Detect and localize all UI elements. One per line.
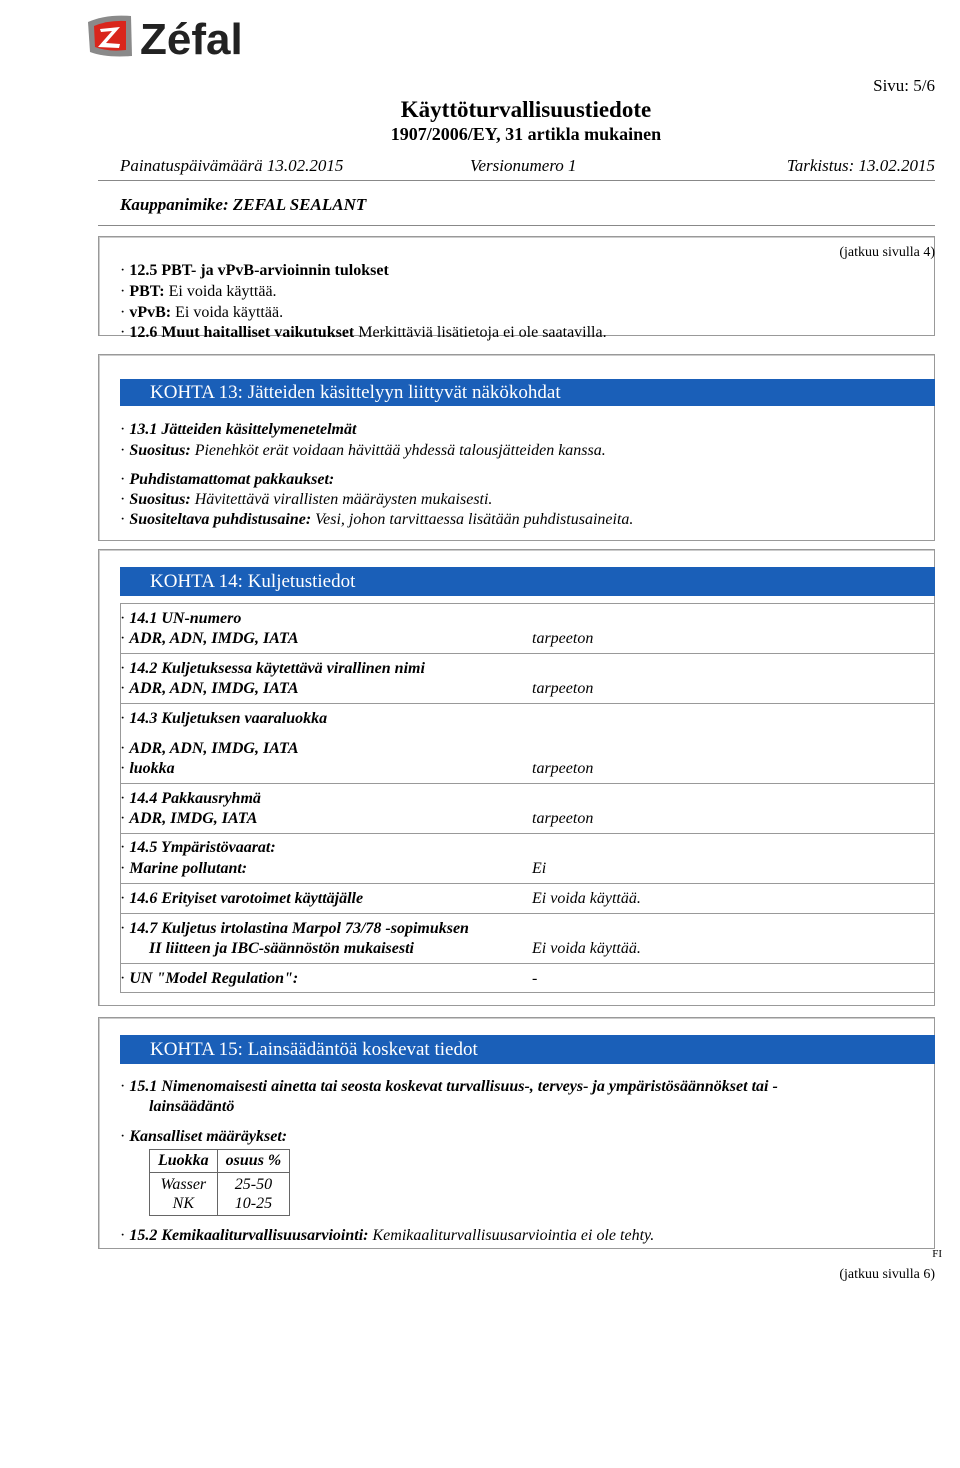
row-divider	[120, 783, 935, 784]
revision-date: Tarkistus: 13.02.2015	[786, 156, 935, 175]
s14-row-6: · ADR, ADN, IMDG, IATA	[120, 740, 299, 758]
document-title: Käyttöturvallisuustiedote	[400, 97, 652, 122]
s14-row-9-value: tarpeeton	[532, 810, 594, 827]
header-divider-2	[98, 225, 935, 226]
s13-line-1: · 13.1 Jätteiden käsittelymenetelmät	[120, 421, 356, 439]
document-subtitle: 1907/2006/EY, 31 artikla mukainen	[390, 124, 662, 144]
s12-line-1: · 12.5 PBT- ja vPvB-arvioinnin tulokset	[120, 262, 389, 280]
s14-row-4: · ADR, ADN, IMDG, IATA	[120, 680, 299, 698]
print-date: Painatuspäivämäärä 13.02.2015	[120, 156, 344, 175]
section-13-heading: KOHTA 13: Jätteiden käsittelyyn liittyvät näkökohdat	[120, 379, 935, 406]
s14-row-11: · Marine pollutant:	[120, 860, 247, 878]
row-divider	[120, 833, 935, 834]
language-code: FI	[932, 1248, 942, 1260]
s14-row-9: · ADR, IMDG, IATA	[120, 810, 257, 828]
s14-row-4-value: tarpeeton	[532, 680, 594, 697]
s14-row-14: II liitteen ja IBC-säännöstön mukaisesti	[149, 940, 414, 957]
s13-line-5: · Suositeltava puhdistusaine: Vesi, johon tarvittaessa lisätään puhdistusaineita.	[120, 511, 633, 529]
row-divider	[120, 883, 935, 884]
s14-row-7-value: tarpeeton	[532, 760, 594, 777]
s14-row-14-value: Ei voida käyttää.	[532, 940, 641, 957]
row-divider	[120, 963, 935, 964]
page-number: Sivu: 5/6	[873, 76, 935, 95]
s14-row-3: · 14.2 Kuljetuksessa käytettävä virallinen nimi	[120, 660, 425, 678]
table-header-class: Luokka	[150, 1150, 218, 1173]
s14-row-7: · luokka	[120, 760, 175, 778]
s14-row-13: · 14.7 Kuljetus irtolastina Marpol 73/78 -sopimuksen	[120, 920, 469, 938]
s14-row-2: · ADR, ADN, IMDG, IATA	[120, 630, 299, 648]
version-number: Versionumero 1	[470, 156, 577, 175]
s14-row-8: · 14.4 Pakkausryhmä	[120, 790, 261, 808]
s14-row-1: · 14.1 UN-numero	[120, 610, 241, 628]
zefal-logo-icon	[86, 12, 326, 62]
s13-line-4: · Suositus: Hävitettävä virallisten määräysten mukaisesti.	[120, 491, 492, 509]
s15-line-1b: lainsäädäntö	[149, 1098, 235, 1115]
s13-line-3: · Puhdistamattomat pakkaukset:	[120, 471, 334, 489]
s14-row-12: · 14.6 Erityiset varotoimet käyttäjälle	[120, 890, 363, 908]
section-15-heading: KOHTA 15: Lainsäädäntöä koskevat tiedot	[120, 1035, 935, 1064]
zefal-logo	[86, 12, 326, 62]
row-divider	[120, 653, 935, 654]
table-header-share: osuus %	[217, 1150, 290, 1173]
table-cell-share: 25-50 10-25	[217, 1173, 290, 1216]
row-divider	[120, 913, 935, 914]
s14-row-15: · UN "Model Regulation":	[120, 970, 298, 988]
s14-row-5: · 14.3 Kuljetuksen vaaraluokka	[120, 710, 327, 728]
continued-to: (jatkuu sivulla 6)	[839, 1267, 935, 1282]
s14-row-12-value: Ei voida käyttää.	[532, 890, 641, 907]
table-cell-class: Wasser NK	[150, 1173, 218, 1216]
s12-line-2: · PBT: Ei voida käyttää.	[120, 283, 277, 301]
header-divider	[98, 180, 935, 181]
s12-line-4: · 12.6 Muut haitalliset vaikutukset Merkittäviä lisätietoja ei ole saatavilla.	[120, 324, 607, 342]
svg-text:Zéfal: Zéfal	[140, 15, 243, 62]
row-divider	[120, 703, 935, 704]
s14-row-11-value: Ei	[532, 860, 547, 877]
continued-from: (jatkuu sivulla 4)	[839, 245, 935, 260]
s15-line-3: · 15.2 Kemikaaliturvallisuusarviointi: Kemikaaliturvallisuusarviointia ei ole tehty.	[120, 1227, 654, 1245]
s12-line-3: · vPvB: Ei voida käyttää.	[120, 304, 283, 322]
s15-line-2: · Kansalliset määräykset:	[120, 1128, 287, 1146]
section-14-heading: KOHTA 14: Kuljetustiedot	[120, 567, 935, 596]
s14-row-2-value: tarpeeton	[532, 630, 594, 647]
trade-name: Kauppanimike: ZEFAL SEALANT	[120, 195, 367, 214]
s14-row-10: · 14.5 Ympäristövaarat:	[120, 839, 276, 857]
s14-row-15-value: -	[532, 970, 538, 987]
s15-line-1: · 15.1 Nimenomaisesti ainetta tai seosta koskevat turvallisuus-, terveys- ja ympäristösäännökset tai -	[120, 1078, 935, 1096]
s13-line-2: · Suositus: Pienehköt erät voidaan hävittää yhdessä talousjätteiden kanssa.	[120, 442, 606, 460]
national-regulations-table	[149, 1149, 290, 1216]
